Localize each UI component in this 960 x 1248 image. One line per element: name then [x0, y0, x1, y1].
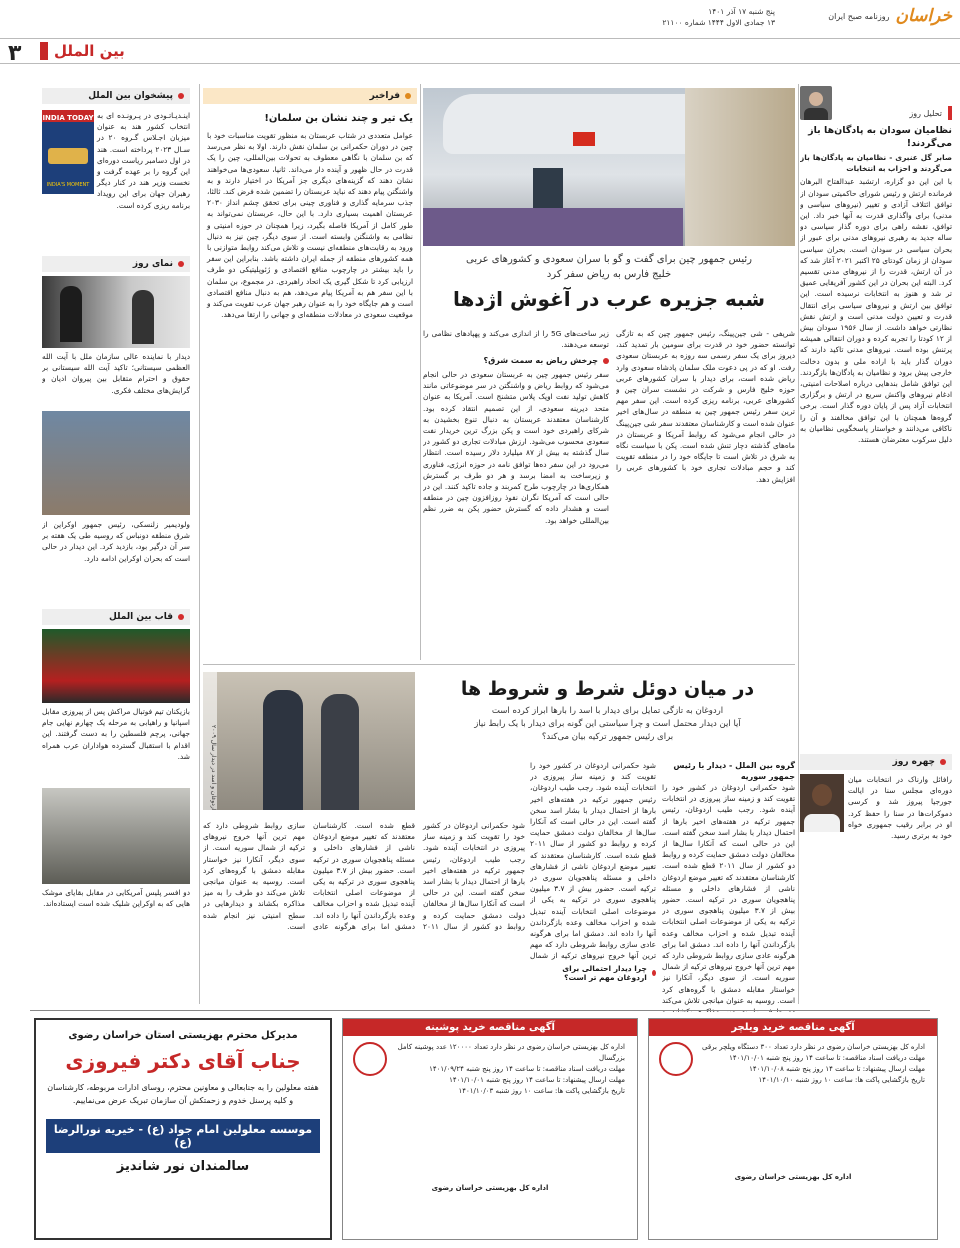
ad-diaper-title: آگهی مناقصه خرید پوشینه — [343, 1019, 637, 1036]
ad-congrats-body: هفته معلولین را به جنابعالی و معاونین محترم، روسای ادارات مربوطه، کارشناسان و کلیه پرسنل خدوم و زحمتکش آن سازمان تبریک عرض می‌نماییم. — [47, 1083, 319, 1105]
farakhabar-dot — [405, 93, 411, 99]
lead-photo — [423, 88, 795, 246]
ad-diaper-line: مهلت ارسال پیشنهاد: تا ساعت ۱۴ روز پنج شنبه ۱۴۰۱/۱۰/۰۱ — [449, 1076, 625, 1084]
kiosk-block — [42, 110, 190, 250]
second-kicker-2: آیا این دیدار محتمل است و چرا سیاستی این گونه برای دیدار با یک رابط نیاز — [474, 719, 741, 729]
farakhabar-box — [203, 88, 417, 658]
missiles-text: دو افسر پلیس آمریکایی در مقابل بقایای موشک هایی که به اوکراین شلیک شده است ایستاده‌اند. — [42, 888, 190, 909]
morocco-photo — [42, 629, 190, 703]
analysis-label: تحلیل روز — [909, 108, 942, 118]
second-col1-text: شود حکمرانی اردوغان در کشور خود را تقویت کند و زمینه ساز پیروزی در انتخابات آینده شود. رجب طیب اردوغان، رئیس جمهور ترکیه در هفته‌های اخیر بارها از احتمال دیدار با بشار اسد سخن گفته است. این در حالی است که آنکارا سال‌ها از مخالفان دولت دمشق حمایت کرده و روابط دو کشور از سال ۲۰۱۱ قطع شده است. کارشناسان معتقدند که تغییر موضع اردوغان ناشی از فشارهای داخلی و مسئله پناهجویان سوری در ترکیه است. حضور بیش از ۳.۷ میلیون پناهجوی سوری در ترکیه به یکی از موضوعات اصلی انتخابات آینده تبدیل شده و احزاب مخالف وعده بازگرداندن آنها را داده اند. دمشق اما برای هرگونه عادی سازی روابط شروطی دارد که مهم ترین آنها خروج نیروهای ترکیه از شمال سوریه است. از سوی دیگر، آنکارا نیز خواستار مقابله دمشق با گروه‌های کرد است. روسیه به عنوان میانجی تلاش می‌کند — [662, 783, 795, 1005]
analysis-marker — [948, 106, 952, 120]
second-lead-author: گروه بین الملل - دیدار با رئیس جمهور سوریه — [673, 761, 795, 781]
kiosk-label: پیشخوان بین الملل — [88, 91, 173, 101]
ad-diaper — [342, 1018, 638, 1240]
foreground-figure — [685, 88, 795, 246]
portrait-dot — [940, 759, 946, 765]
ad-congrats-org2: سالمندان نور شاندیز — [116, 1159, 250, 1174]
issue-info — [645, 6, 775, 28]
masthead — [828, 6, 952, 26]
magazine-subtitle: INDIA'S MOMENT — [46, 182, 90, 188]
lead-body-col1: شریفی - شی جین‌پینگ، رئیس جمهور چین که به تازگی توانسته حضور خود در قدرت برای سومین بار تمدید کند، دیروز برای یک سفر رسمی سه روزه به عربستان سعودی رفت. او که در پی دعوت ملک سلمان پادشاه سعودی وارد ریاض شده است، برای دیدار با سران کشورهای عربی حوزه خلیج فارس و شرکت در نشست سران چین و کشورهای عربی، برنامه ریزی کرده است. این سفر مهم ترین سفر رئیس جمهور چین به منطقه در سال‌های اخیر عنوان شده است و کارشناسان معتقدند سفر شی جین‌پینگ در حالی انجام می‌شود که روابط آمریکا و عربستان در ماه‌های گذشته دچار تنش شده است. پکن با سیاست نگاه به شرق در تلاش است تا جایگاه خود را در منطقه تقویت کند و حجم مبادلات تجاری خود با کشورهای عربی را افزایش دهد. — [616, 329, 795, 484]
photo-caption: اردوغان و اسد در دیدار سال ۲۰۰۹ — [203, 672, 217, 810]
lead-col2-top: زیر ساخت‌های 5G را از اندازی می‌کند و پهپادهای نظامی را توسعه می‌دهند. — [423, 329, 609, 350]
farakhabar-headline: یک تیر و چند نشان بن سلمان! — [264, 113, 413, 124]
ad-congrats-top: مدیرکل محترم بهزیستی استان خراسان رضوی — [68, 1030, 298, 1041]
daily-view-header — [42, 256, 190, 272]
missiles-photo — [42, 788, 190, 884]
lead-subhead — [423, 356, 609, 365]
section-marker — [40, 42, 48, 60]
brand-logo: خراسان — [895, 6, 952, 26]
ad-diaper-line: اداره کل بهزیستی خراسان رضوی در نظر دارد تعداد ۱۲۰۰۰۰ عدد پوشینه کامل بزرگسال — [397, 1043, 625, 1062]
page-header — [0, 0, 960, 76]
issue-date: پنج شنبه ۱۷ آذر ۱۴۰۱ — [708, 7, 775, 16]
divider-left — [199, 84, 200, 1004]
second-body-cols: شود حکمرانی اردوغان در کشور خود را تقویت کند و زمینه ساز پیروزی در انتخابات آینده شود. رجب طیب اردوغان، رئیس جمهور ترکیه در هفته‌های اخیر بارها از احتمال دیدار با بشار اسد سخن گفته است. این در حالی است که آنکارا سال‌ها از مخالفان دولت دمشق حمایت کرده و روابط دو کشور از سال ۲۰۱۱ قطع شده است. کارشناسان معتقدند که تغییر موضع اردوغان ناشی از فشارهای داخلی و مسئله پناهجویان سوری در ترکیه است. حضور بیش از ۳.۷ میلیون پناهجوی سوری در ترکیه به یکی از موضوعات اصلی انتخابات آینده تبدیل شده و احزاب مخالف وعده بازگرداندن آنها را داده اند. دمشق اما برای هرگونه عادی سازی روابط شروطی دارد که مهم ترین آنها خروج نیروهای ترکیه از شمال سوریه است. از سوی دیگر، آنکارا نیز خواستار مقابله دمشق با گروه‌های کرد است. روسیه به عنوان میانجی تلاش می‌کند دو طرف را به میز مذاکره بکشاند و دیدارهایی در سطح امنیتی نیز انجام شده است. — [203, 821, 525, 931]
ad-wheelchair-footer: اداره کل بهزیستی خراسان رضوی — [734, 1173, 852, 1181]
issue-number: ۱۳ جمادی الاول ۱۴۴۴ شماره ۲۱۱۰۰ — [662, 18, 775, 27]
ad-congrats-name: جناب آقای دکتر فیروزی — [65, 1049, 301, 1073]
portrait-text: رافائل وارناک در انتخابات میان دوره‌ای مجلس سنا در ایالت جورجیا پیروز شد و کرسی دموکرات‌ها در سنا را حفظ کرد. او در برابر رقیب جمهوری خواه خود به برتری رسید. — [848, 775, 952, 841]
lead-subhead-dot — [603, 358, 609, 364]
portrait-block — [800, 774, 952, 896]
ads-divider — [30, 1010, 930, 1011]
portrait-header — [800, 754, 952, 770]
divider-mid — [420, 84, 421, 660]
lead-header — [423, 252, 795, 314]
carpet-shape — [423, 208, 683, 246]
second-header — [420, 676, 795, 744]
second-photo — [203, 672, 415, 810]
welfare-logo-icon — [659, 1042, 693, 1076]
frame-dot — [178, 614, 184, 620]
morocco-text: بازیکنان تیم فوتبال مراکش پس از پیروزی مقابل اسپانیا و راهیابی به مرحله یک چهارم نهایی جام جهانی، پرچم فلسطین را به دست گرفتند. این اقدام با استقبال گسترده هواداران عرب همراه شد. — [42, 707, 190, 761]
ad-congrats — [34, 1018, 332, 1240]
zelensky-photo — [42, 411, 190, 515]
frame-header — [42, 609, 190, 625]
figure-left — [263, 690, 303, 810]
kiosk-dot — [178, 93, 184, 99]
analysis-label-wrap — [909, 106, 952, 120]
kiosk-text: اینـدیـاتـودی در پـرونـده ای به انتخاب کشور هند به عنوان میزبان اجـلاس گـروه ۲۰ در سـال ۲۰۲۳ پرداخته است. هند در اول دسامبر ریاست دوره‌ای این گروه را بر عهده گرفت و نخست وزیر هند در کنار دیگر رهبران جهان برای این رویداد برنامه ریزی کرده است. — [97, 111, 190, 210]
lead-headline: شبه جزیره عرب در آغوش اژدها — [452, 287, 766, 311]
farakhabar-label: فراخبر — [369, 91, 400, 101]
farakhabar-header — [203, 88, 417, 104]
lead-col2-text: سفر رئیس جمهور چین به عربستان سعودی در حالی انجام می‌شود که روابط ریاض و واشنگتن در سر موضوعاتی مانند کاهش تولید نفت اوپک پلاس متشنج است. آمریکا به عنوان متحد دیرینه سعودی، از این تصمیم انتقاد کرده بود. کارشناسان معتقدند عربستان به دنبال تنوع بخشیدن به شرکای راهبردی خود است و پکن بزرگ ترین خریدار نفت سعودی محسوب می‌شود. ارزش مبادلات تجاری دو کشور در سال گذشته به بیش از ۸۷ میلیارد دلار رسیده است. انتظار می‌رود در این سفر ده‌ها توافق نامه در حوزه انرژی، فناوری و زیرساخت به امضا برسد و هر دو طرف بر گسترش همکاری‌ها در چارچوب طرح کمربند و جاده تاکید کنند. این در حالی است که آمریکا نگران نفوذ روزافزون چین در منطقه است و هشدار داده که گسترش حضور پکن به ضرر نظم بین‌المللی خواهد بود. — [423, 370, 609, 525]
section-title: بین الملل — [54, 42, 125, 60]
welfare-logo-icon — [353, 1042, 387, 1076]
ad-wheelchair-title: آگهی مناقصه خرید ویلچر — [649, 1019, 937, 1036]
ad-diaper-line: تاریخ بازگشایی پاکت ها: ساعت ۱۰ روز شنبه ۱۴۰۱/۱۰/۰۳ — [458, 1087, 625, 1095]
ad-diaper-footer: اداره کل بهزیستی خراسان رضوی — [431, 1184, 549, 1192]
second-kicker-1: اردوغان به تازگی تمایل برای دیدار با اسد را بارها ابراز کرده است — [491, 706, 724, 716]
right-column — [800, 84, 952, 884]
ad-wheelchair-lines — [693, 1042, 931, 1086]
lead-subhead-text: چرخش ریاض به سمت شرق؟ — [483, 356, 598, 365]
magazine-title: INDIA TODAY — [42, 110, 94, 122]
china-flag-shape — [573, 132, 595, 146]
daily-view-dot — [178, 261, 184, 267]
section-band — [0, 38, 960, 64]
magazine-cover — [42, 110, 94, 194]
daily-view-label: نمای روز — [132, 259, 173, 269]
brand-subtitle: روزنامه صبح ایران — [828, 11, 890, 21]
magazine-g20-logo — [48, 148, 88, 164]
ad-wheelchair-line: تاریخ بازگشایی پاکت ها: ساعت ۱۰ روز شنبه ۱۴۰۱/۱۰/۱۰ — [758, 1076, 925, 1084]
ad-wheelchair — [648, 1018, 938, 1240]
second-body-col2 — [530, 760, 656, 1004]
analysis-author: صابر گل عنبری - نظامیان به پادگان‌ها باز می‌گردند و احزاب به انتخابات — [800, 153, 952, 174]
page-number: ۳ — [8, 41, 22, 66]
second-col2-text: شود حکمرانی اردوغان در کشور خود را تقویت کند و زمینه ساز پیروزی در انتخابات آینده شود. رجب طیب اردوغان، رئیس جمهور ترکیه در هفته‌های اخیر بارها از احتمال دیدار با بشار اسد سخن گفته است. این در حالی است که آنکارا سال‌ها از مخالفان دولت دمشق حمایت کرده و روابط دو کشور از سال ۲۰۱۱ قطع شده است. کارشناسان معتقدند که تغییر موضع اردوغان ناشی از فشارهای داخلی و مسئله پناهجویان سوری در ترکیه است. حضور بیش از ۳.۷ میلیون پناهجوی سوری در ترکیه به یکی از موضوعات اصلی انتخابات آینده تبدیل شده و احزاب مخالف وعده بازگرداندن آنها را داده اند. دمشق اما برای هرگونه عادی سازی روابط شروطی دارد که مهم ترین آنها خروج نیروهای ترکیه از شمال — [530, 761, 656, 960]
kiosk-header — [42, 88, 190, 104]
section-title-wrap — [40, 42, 125, 60]
ad-congrats-org: موسسه معلولین امام جواد (ع) - خیریه نورالرضا (ع) — [46, 1119, 320, 1153]
second-subhead-text: چرا دیدار احتمالی برای اردوغان مهم تر است؟ — [562, 964, 647, 982]
figure-right — [321, 694, 359, 810]
frame-label: قاب بین الملل — [109, 612, 173, 622]
ad-wheelchair-line: اداره کل بهزیستی خراسان رضوی در نظر دارد تعداد ۳۰۰ دستگاه ویلچر برقی — [701, 1043, 925, 1051]
ad-wheelchair-line: مهلت ارسال پیشنهاد: تا ساعت ۱۴ روز پنج شنبه ۱۴۰۱/۱۰/۰۸ — [749, 1065, 925, 1073]
lead-kicker-2: خلیج فارس به ریاض سفر کرد — [546, 269, 672, 280]
analysis-header — [800, 84, 952, 120]
second-subhead — [530, 964, 656, 982]
daily-view-photo — [42, 276, 190, 348]
daily-view-text: دیدار با نماینده عالی سازمان ملل با آیت الله العظمی سیستانی؛ تاکید آیت الله سیستانی بر حقوق و احترام متقابل بین پیروان ادیان و گرایش‌های مختلف فکری. — [42, 352, 190, 395]
second-body-col1 — [662, 760, 795, 1004]
farakhabar-body: عوامل متعددی در شتاب عربستان به منظور تقویت مناسبات خود با چین در دوران حکمرانی بن سلمان نقش دارند. اولا به نظر می‌رسد که بن سلمان با نگاهی معطوف به تحولات بین‌المللی، چین را یک قدرت در حال ظهور و آینده دار می‌داند. ثانیا، سعودی‌ها می‌خواهند نشان دهند که گزینه‌های دیگری جز آمریکا در اختیار دارند و به واشنگتن پیام دهند که نباید عربستان را تضمین شده فرض کند. ثالثا، جذب سرمایه گذاری و فناوری چینی برای تحقق چشم انداز ۲۰۳۰ عربستان اهمیت بسیاری دارد. با این حال، عربستان نمی‌تواند به طور کامل از آمریکا فاصله بگیرد، زیرا همچنان در حوزه امنیتی و نظامی به واشنگتن وابسته است. از سوی دیگر، چین نیز به دنبال ورود به رقابت‌های منطقه‌ای نیست و تلاش می‌کند روابط متوازنی با همه کشورهای منطقه از جمله ایران داشته باشد. بنابراین این سفر را باید بیشتر در چارچوب منافع اقتصادی و ژئوپلیتیکی دو طرف ارزیابی کرد تا شکل گیری یک اتحاد راهبردی. در مجموع، بن سلمان با این سفر هم به آمریکا پیام می‌دهد، هم به دنبال منافع اقتصادی است و هم جایگاه خود را به عنوان رهبر جهان عرب تقویت می‌کند و موقعیت سعودی در معادلات منطقه‌ای و جهانی را ارتقا می‌دهد. — [207, 131, 413, 320]
divider-right — [798, 84, 799, 1004]
lead-kicker-1: رئیس جمهور چین برای گفت و گو با سران سعودی و کشورهای عربی — [466, 254, 752, 265]
author-photo — [800, 86, 832, 120]
ad-diaper-line: مهلت دریافت اسناد مناقصه: تا ساعت ۱۴ روز پنج شنبه ۱۴۰۱/۰۹/۲۴ — [429, 1065, 625, 1073]
ad-wheelchair-body — [649, 1036, 937, 1092]
divider-horizontal — [203, 664, 795, 665]
analysis-text: با این این دو گزاره، ارتشبد عبدالفتاح البرهان فرمانده ارتش و رئیس شورای حاکمیتی سودان از توافق ائتلاف آزادی و تغییر (نیروهای سیاسی و مدنی) برای واگذاری قدرت به آنها خبر داد. این توافق، نقشه راهی برای دوره گذار سیاسی دو ساله جدید به رهبری نیروهای مدنی برای عبور از بحران سیاسی در سودان است. بحران سیاسی سودان از زمان کودتای ۲۵ اکتبر ۲۰۲۱ آغاز شد که در آن ارتش، قدرت را از نیروهای مدنی تقسیم کرد. البته این بحران در این کشور آفریقایی عمیق تر شد و هنوز به انتخابات نرسیده است. این توافق بین ارتش و نیروهای سیاسی برای انتقال قدرت و تعیین دولت مدنی است و ارتش نقش نظارتی خواهد داشت. از سال ۱۹۵۶ سودان بیش از ۱۲ کودتا را تجربه کرده و دوران انتقالی همیشه پرتنش بوده است. نیروهای مدنی تاکید دارند که دوران گذار باید با اراده ملی و بدون دخالت خارجی پیش برود و نظامیان به پادگان‌ها بازگردند. این توافق شامل بندهایی درباره اصلاحات امنیتی، ادغام نیروهای واکنش سریع در ارتش و برگزاری انتخابات آزاد پس از پایان دوره گذار است. برخی گروه‌ها همچنان با این توافق مخالفند و آن را ناکافی می‌دانند و خواستار پاسخگویی نظامیان به دلیل سرکوب معترضان هستند. — [800, 177, 952, 445]
portrait-photo — [800, 774, 844, 832]
zelensky-text: ولودیمیر زلنسکی، رئیس جمهور اوکراین از شرق منطقه دونباس که روسیه طی یک هفته بر سر آن درگیر بود، بازدید کرد. این دیدار در حالی است که بحران اوکراین ادامه دارد. — [42, 520, 190, 563]
analysis-body — [800, 152, 952, 748]
lead-body-col2 — [423, 328, 609, 658]
ad-diaper-lines — [387, 1042, 631, 1097]
second-subhead-dot — [652, 970, 656, 976]
second-headline: در میان دوئل شرط و شروط ها — [460, 678, 755, 700]
ad-wheelchair-line: مهلت دریافت اسناد مناقصه: تا ساعت ۱۴ روز پنج شنبه ۱۴۰۱/۱۰/۰۱ — [729, 1054, 925, 1062]
ad-diaper-body — [343, 1036, 637, 1103]
second-kicker-3: برای رئیس جمهور ترکیه بیان می‌کند؟ — [541, 732, 674, 742]
portrait-label: چهره روز — [892, 757, 935, 767]
analysis-headline: نظامیان سودان به پادگان‌ها باز می‌گردند! — [808, 125, 952, 149]
left-column — [42, 88, 190, 1004]
